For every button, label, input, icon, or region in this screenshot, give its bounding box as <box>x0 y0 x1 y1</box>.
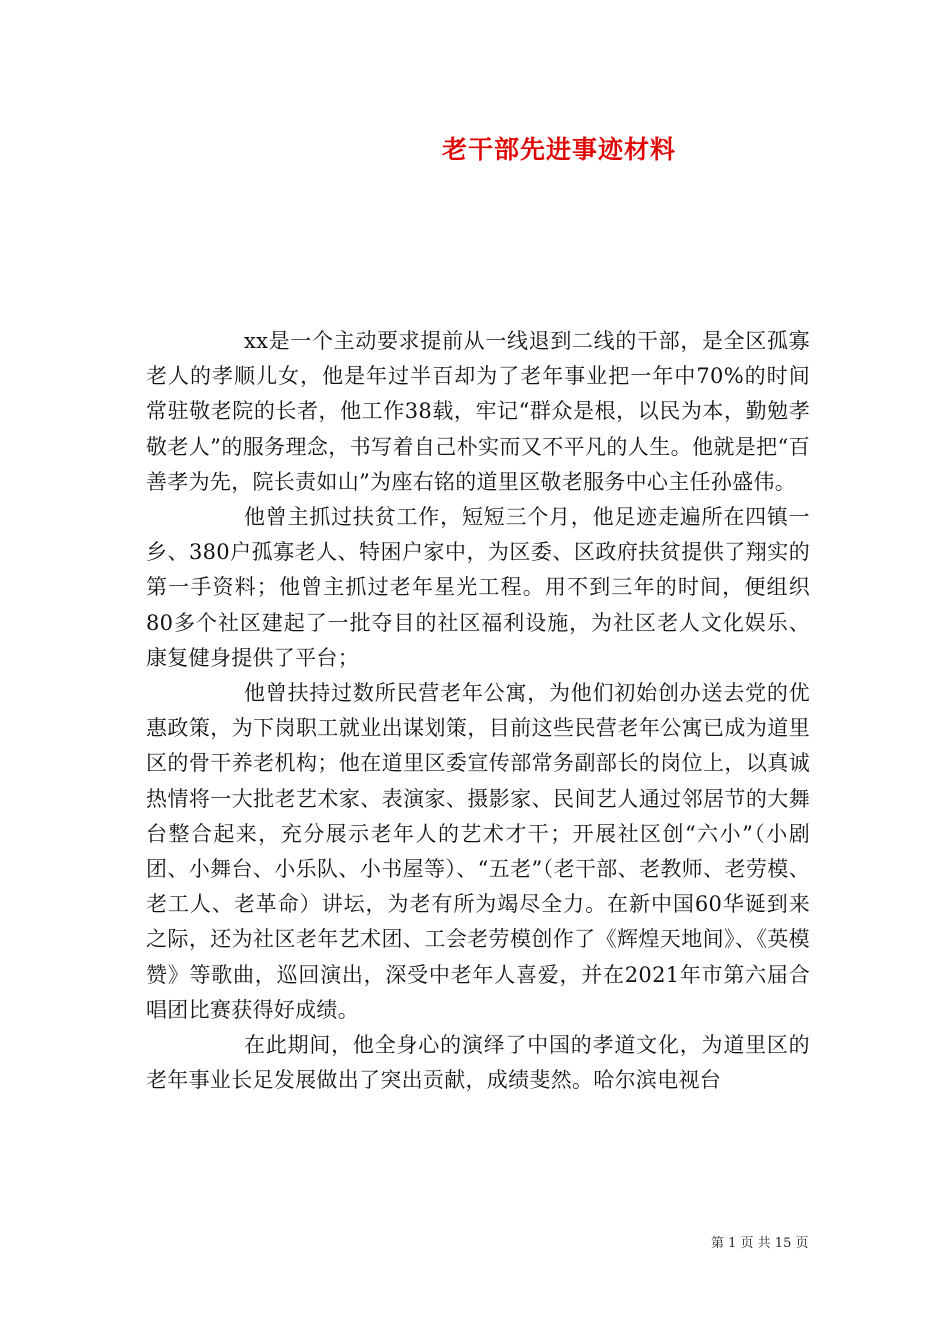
paragraph-4: 在此期间，他全身心的演绎了中国的孝道文化，为道里区的老年事业长足发展做出了突出贡献，成绩斐然。哈尔滨电视台 <box>146 1033 810 1093</box>
page-number: 第 1 页 共 15 页 <box>711 1236 809 1251</box>
paragraph-3: 他曾扶持过数所民营老年公寓，为他们初始创办送去党的优惠政策，为下岗职工就业出谋划策，目前这些民营老年公寓已成为道里区的骨干养老机构；他在道里区委宣传部常务副部长的岗位上，以真诚热情将一大批老艺术家、表演家、摄影家、民间艺人通过邻居节的大舞台整合起来，充分展示老年人的艺术才干；开展社区创“六小”（小剧团、小舞台、小乐队、小书屋等）、“五老”（老干部、老教师、老劳模、老工人、老革命）讲坛，为老有所为竭尽全力。在新中国60华诞到来之际，还为社区老年艺术团、工会老劳模创作了《辉煌天地间》、《英模赞》等歌曲，巡回演出，深受中老年人喜爱，并在2021年市第六届合唱团比赛获得好成绩。 <box>146 681 810 1022</box>
paragraph-2: 他曾主抓过扶贫工作，短短三个月，他足迹走遍所在四镇一乡、380户孤寡老人、特困户家中，为区委、区政府扶贫提供了翔实的第一手资料；他曾主抓过老年星光工程。用不到三年的时间，便组织80多个社区建起了一批夺目的社区福利设施，为社区老人文化娱乐、康复健身提供了平台； <box>146 505 810 670</box>
paragraph-1: xx是一个主动要求提前从一线退到二线的干部，是全区孤寡老人的孝顺儿女，他是年过半百却为了老年事业把一年中70%的时间常驻敬老院的长者，他工作38载，牢记“群众是根，以民为本，勤勉孝敬老人”的服务理念，书写着自己朴实而又不平凡的人生。他就是把“百善孝为先，院长责如山”为座右铭的道里区敬老服务中心主任孙盛伟。 <box>146 329 810 494</box>
document-title: 老干部先进事迹材料 <box>441 135 676 164</box>
document-body <box>146 324 810 1098</box>
